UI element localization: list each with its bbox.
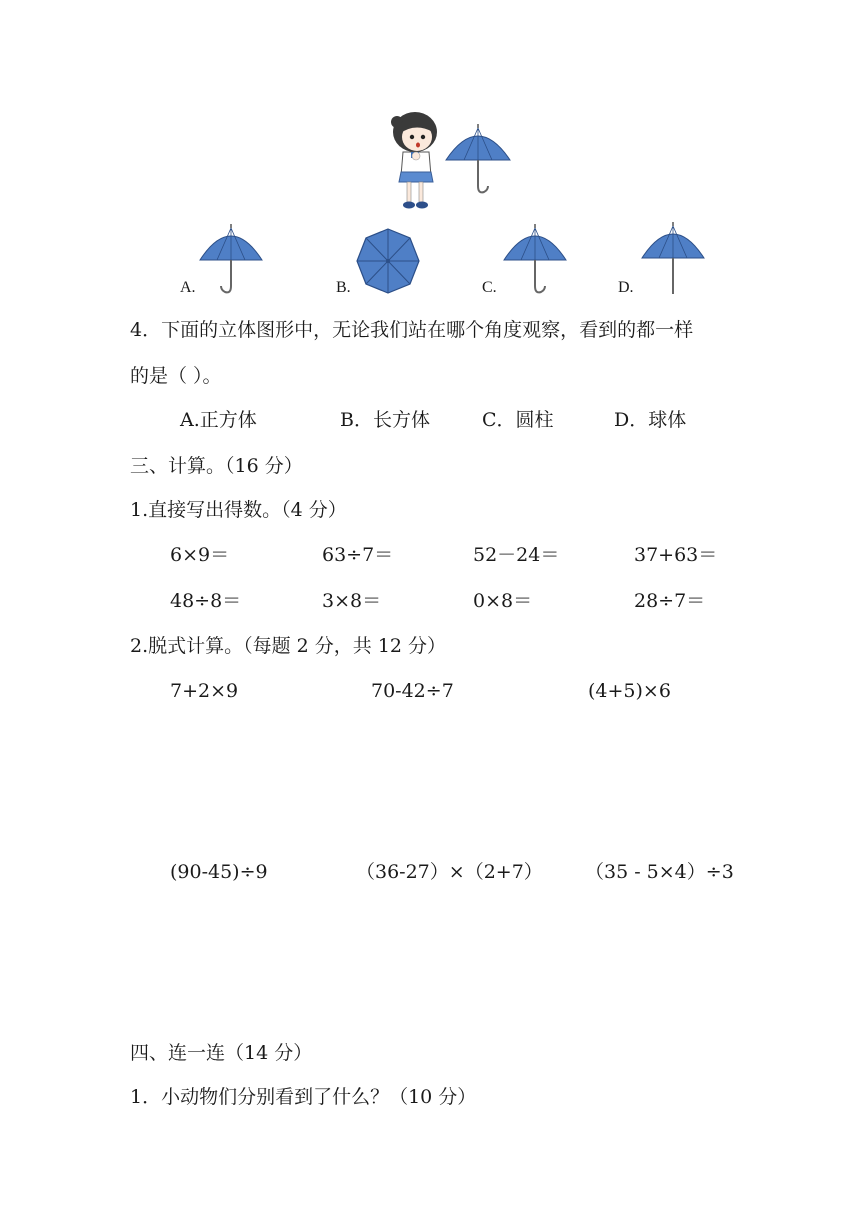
step-calc-item: (4+5)×6 <box>588 680 671 702</box>
umbrella-hook-right-icon <box>502 224 568 296</box>
section-3-sub2: 2.脱式计算。（每题 2 分，共 12 分） <box>130 635 447 657</box>
mental-math-item: 63÷7＝ <box>322 544 394 566</box>
mental-math-item: 3×8＝ <box>322 590 382 612</box>
mental-math-item: 0×8＝ <box>473 590 533 612</box>
section-4-title: 四、连一连（14 分） <box>130 1042 313 1064</box>
mental-math-item: 48÷8＝ <box>170 590 242 612</box>
girl-figure <box>385 110 445 212</box>
umbrella-straight-icon <box>640 222 706 296</box>
umbrella-reference-icon <box>444 124 512 196</box>
umbrella-hook-left-icon <box>198 224 264 296</box>
section-3-title: 三、计算。（16 分） <box>130 455 303 477</box>
mental-math-item: 37+63＝ <box>634 544 718 566</box>
step-calc-item: (90-45)÷9 <box>170 861 268 883</box>
mental-math-item: 28÷7＝ <box>634 590 706 612</box>
question-4-line2: 的是（ ）。 <box>130 365 222 387</box>
question-4-line1: 4．下面的立体图形中，无论我们站在哪个角度观察，看到的都一样 <box>130 319 694 341</box>
step-calc-item: 7+2×9 <box>170 680 239 702</box>
q4-option-d: D．球体 <box>614 409 687 431</box>
q4-option-b: B．长方体 <box>340 409 430 431</box>
step-calc-item: （35 - 5×4）÷3 <box>585 861 734 883</box>
umbrella-top-view-icon <box>355 228 421 294</box>
mental-math-item: 52－24＝ <box>473 544 560 566</box>
step-calc-item: 70-42÷7 <box>371 680 454 702</box>
q4-option-c: C．圆柱 <box>482 409 554 431</box>
option-letter-c: C. <box>482 279 497 296</box>
section-3-sub1: 1.直接写出得数。（4 分） <box>130 499 347 521</box>
option-letter-d: D. <box>618 279 634 296</box>
option-letter-a: A. <box>180 279 196 296</box>
option-letter-b: B. <box>336 279 351 296</box>
q4-option-a: A.正方体 <box>180 409 257 431</box>
step-calc-item: （36-27）×（2+7） <box>356 861 543 883</box>
mental-math-item: 6×9＝ <box>170 544 230 566</box>
section-4-sub1: 1．小动物们分别看到了什么？（10 分） <box>130 1086 477 1108</box>
